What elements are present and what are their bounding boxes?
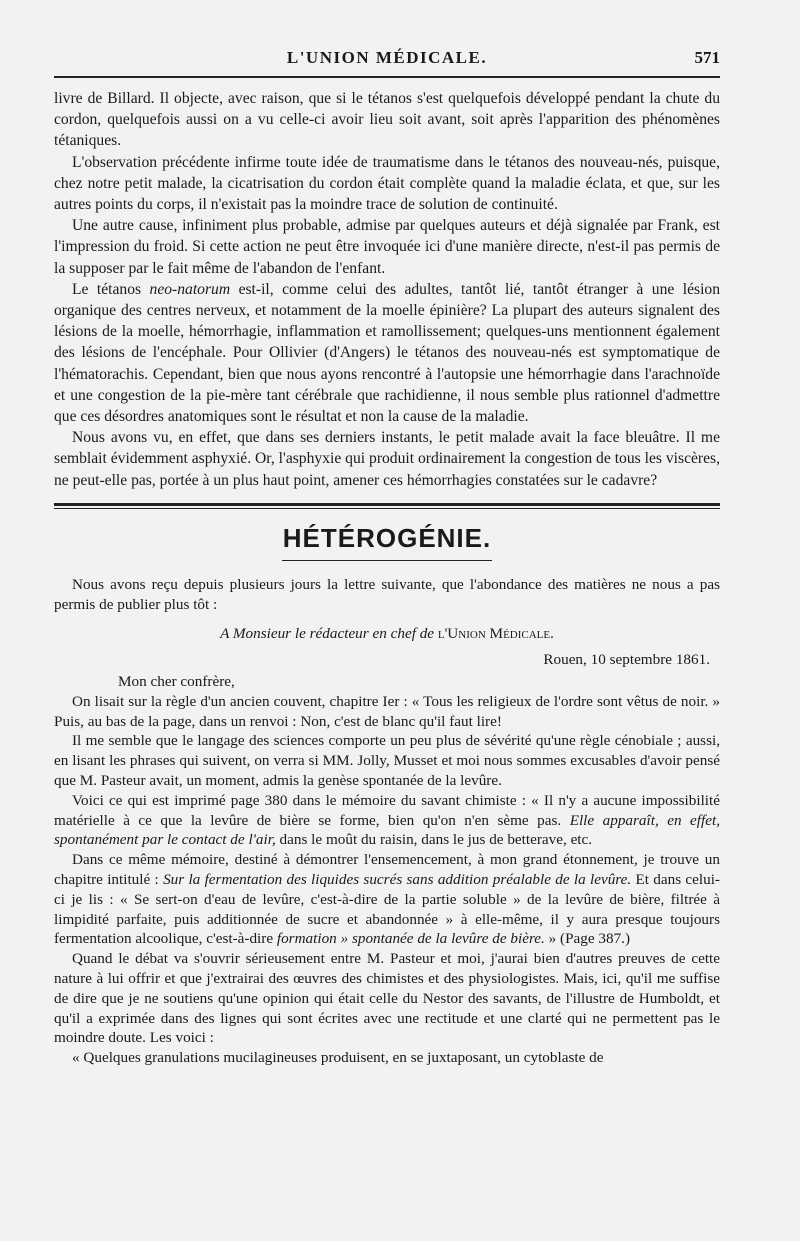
paragraph xyxy=(54,791,720,850)
italic-chapter-title: Sur la fermentation des liquides sucrés sans addition préalable de la levûre. xyxy=(163,871,632,889)
header-rule xyxy=(54,76,720,78)
letter-address xyxy=(54,624,720,644)
paragraph: Quand le débat va s'ouvrir sérieusement entre M. Pasteur et moi, j'aurai bien d'autres preuves de cette nature à lui offrir et que j'extrairai des œuvres des chimistes et des physiologistes. Mais, ici, qu'il me suffise de dire que je ne soutiens qu'une opinion qui était celle du Nestor des savants, de l'illustre de Humboldt, et qu'il a exprimée dans des lignes qui sont écrites avec une rectitude et une clarté qui ne permettent pas le moindre doute. Les voici : xyxy=(54,950,720,1047)
paragraph: Une autre cause, infiniment plus probable, admise par quelques auteurs et déjà signalée par Frank, est l'impression du froid. Si cette action ne peut être invoquée ici d'une manière directe, n'est-il pas permis de la supposer par le fait même de l'abandon de l'enfant. xyxy=(54,217,720,277)
italic-quote: formation » spontanée de la levûre de bière. xyxy=(276,930,545,948)
running-head xyxy=(54,44,720,72)
address-text: A Monsieur le rédacteur en chef de xyxy=(220,625,438,643)
text-run: Dans ce même mémoire, destiné à démontrer l'ensemencement, à mon grand étonnement, je trouve un chapitre intitulé : xyxy=(54,851,720,889)
paragraph: L'observation précédente infirme toute idée de traumatisme dans le tétanos des nouveau-nés, puisque, chez notre petit malade, la cicatrisation du cordon était complète quand la maladie éclata, et que, sur les autres points du corps, il n'existait pas la moindre trace de solution de continuité. xyxy=(54,153,720,214)
text-run: Voici ce qui est imprimé page 380 dans le mémoire du savant chimiste : « Il n'y a aucune impossibilité matérielle à ce que la levûre de bière se forme, bien qu'on n'en sème pas. xyxy=(54,791,720,829)
section-divider xyxy=(54,503,720,506)
title-rule xyxy=(282,560,492,561)
letter-salutation: Mon cher confrère, xyxy=(118,673,235,691)
text-run: Le tétanos xyxy=(72,280,150,298)
text-run: dans le moût du raisin, dans le jus de betterave, etc. xyxy=(275,831,593,849)
paragraph: « Quelques granulations mucilagineuses produisent, en se juxtaposant, un cytoblaste de xyxy=(72,1049,604,1067)
article-tetanos xyxy=(54,88,720,491)
paragraph: Il me semble que le langage des sciences comporte un peu plus de sévérité qu'une règle cénobiale ; aussi, en lisant les phrases qui suivent, on verra si MM. Jolly, Musset et moi nous sommes excusables d'avoir pensé que M. Pasteur avait, un moment, admis la genèse spontanée de la levûre. xyxy=(54,732,720,790)
paragraph xyxy=(54,279,720,427)
paragraph: Nous avons vu, en effet, que dans ses derniers instants, le petit malade avait la face bleuâtre. Il me semblait évidemment asphyxié. Or, l'asphyxie qui produit ordinairement la congestion de tous les viscères, ne peut-elle pas, portée à un plus haut point, amener ces hémorrhagies constatées sur le cadavre? xyxy=(54,429,720,489)
address-journal: l'Union Médicale. xyxy=(437,625,554,643)
journal-title: L'UNION MÉDICALE. xyxy=(286,48,488,67)
section-title: HÉTÉROGÉNIE. xyxy=(282,522,492,553)
journal-page xyxy=(54,44,720,1068)
paragraph: livre de Billard. Il objecte, avec raison, que si le tétanos s'est quelquefois développé pendant la chute du cordon, quelquefois aussi on a vu celle-ci avoir lieu soit avant, soit après l'apparition des phénomènes tétaniques. xyxy=(54,90,720,150)
article-heterogenie xyxy=(54,575,720,1068)
intro-paragraph: Nous avons reçu depuis plusieurs jours la lettre suivante, que l'abondance des matières ne nous a pas permis de publier plus tôt : xyxy=(54,575,720,613)
paragraph xyxy=(54,850,720,949)
italic-term: neo-natorum xyxy=(149,280,231,298)
section-divider xyxy=(54,508,720,509)
text-run: est-il, comme celui des adultes, tantôt lié, tantôt étranger à une lésion organique des centres nerveux, et notamment de la moelle épinière? La plupart des auteurs signalent des lésions de la moelle, hémorrhagie, inflammation et ramollissement; quelques-uns mentionnent également des lésions de l'encéphale. Pour Ollivier (d'Angers) le tétanos des nouveau-nés est symptomatique de l'hématorachis. Cependant, bien que nous ayons rencontré à l'autopsie une hémorrhagie dans l'arachnoïde et une congestion de la pie-mère tant cérébrale que rachidienne, il nous semble plus rationnel d'admettre que ces désordres anatomiques sont le résultat et non la cause de la maladie. xyxy=(54,280,721,426)
italic-quote: Elle apparaît, en effet, spontanément par le contact de l'air, xyxy=(54,811,720,849)
letter-dateline: Rouen, 10 septembre 1861. xyxy=(543,651,710,669)
text-run: » (Page 387.) xyxy=(544,930,631,948)
text-run: Et dans celui-ci je lis : « Se sert-on d'eau de levûre, c'est-à-dire de la partie soluble » de la levûre de bière, filtrée à limpidité parfaite, puis additionnée de sucre et abandonnée » à elle-même, il y aura presque toujours fermentation alcoolique, c'est-à-dire xyxy=(54,871,720,948)
paragraph: On lisait sur la règle d'un ancien couvent, chapitre Ier : « Tous les religieux de l'ordre sont vêtus de noir. » Puis, au bas de la page, dans un renvoi : Non, c'est de blanc qu'il faut lire! xyxy=(54,692,720,730)
page-number: 571 xyxy=(694,48,720,67)
